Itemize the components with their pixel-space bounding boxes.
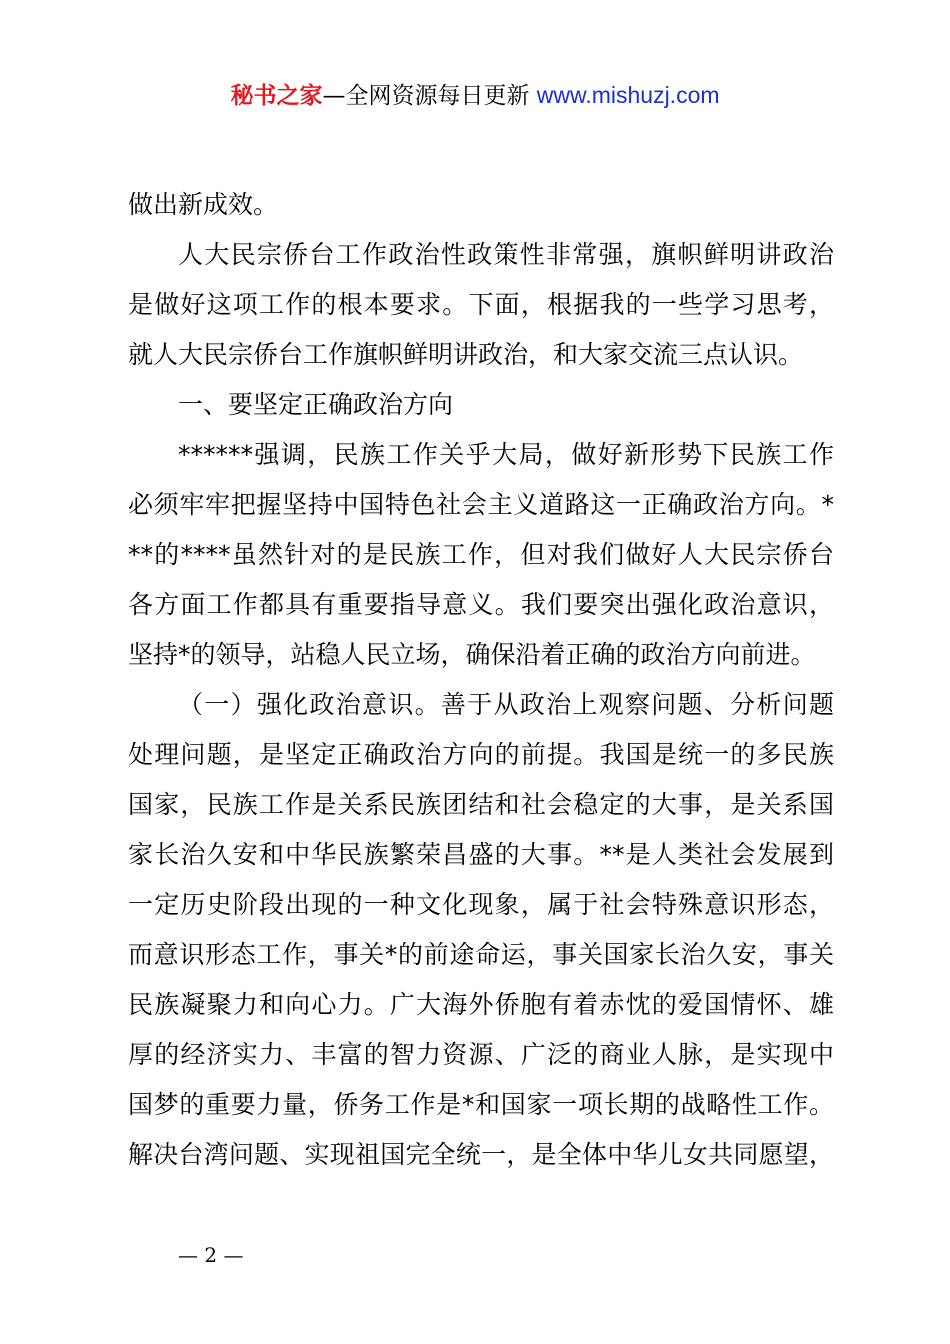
text-line-8: **的****虽然针对的是民族工作，但对我们做好人大民宗侨台 — [128, 540, 834, 569]
text-line-12: 处理问题，是坚定正确政治方向的前提。我国是统一的多民族 — [128, 740, 834, 769]
text-line-18: 厚的经济实力、丰富的智力资源、广泛的商业人脉，是实现中 — [128, 1040, 834, 1069]
text-line-9: 各方面工作都具有重要指导意义。我们要突出强化政治意识， — [128, 590, 834, 619]
text-line-16: 而意识形态工作，事关*的前途命运，事关国家长治久安，事关 — [128, 940, 834, 969]
document-body — [128, 180, 834, 1180]
text-line-1: 做出新成效。 — [128, 190, 279, 219]
header-url-link[interactable]: www.mishuzj.com — [536, 82, 720, 108]
text-line-13: 国家，民族工作是关系民族团结和社会稳定的大事，是关系国 — [128, 790, 834, 819]
text-line-2: 人大民宗侨台工作政治性政策性非常强，旗帜鲜明讲政治 — [178, 240, 834, 269]
text-line-6: ******强调，民族工作关乎大局，做好新形势下民族工作 — [178, 440, 834, 469]
page-header — [0, 78, 950, 113]
text-line-15: 一定历史阶段出现的一种文化现象，属于社会特殊意识形态， — [128, 890, 834, 919]
text-line-4: 就人大民宗侨台工作旗帜鲜明讲政治，和大家交流三点认识。 — [128, 340, 804, 369]
text-line-14: 家长治久安和中华民族繁荣昌盛的大事。**是人类社会发展到 — [128, 840, 834, 869]
text-line-20: 解决台湾问题、实现祖国完全统一，是全体中华儿女共同愿望， — [128, 1140, 834, 1169]
text-line-17: 民族凝聚力和向心力。广大海外侨胞有着赤忱的爱国情怀、雄 — [128, 990, 834, 1019]
header-brand: 秘书之家 — [230, 83, 323, 109]
text-line-11: （一）强化政治意识。善于从政治上观察问题、分析问题 — [178, 690, 834, 719]
section-heading-1: 一、要坚定正确政治方向 — [178, 390, 454, 419]
text-line-7: 必须牢牢把握坚持中国特色社会主义道路这一正确政治方向。* — [128, 490, 834, 519]
page-number: — 2 — — [178, 1243, 244, 1267]
text-line-10: 坚持*的领导，站稳人民立场，确保沿着正确的政治方向前进。 — [128, 640, 816, 669]
header-tagline: —全网资源每日更新 — [322, 83, 530, 109]
text-line-19: 国梦的重要力量，侨务工作是*和国家一项长期的战略性工作。 — [128, 1090, 834, 1119]
text-line-3: 是做好这项工作的根本要求。下面，根据我的一些学习思考， — [128, 290, 834, 319]
